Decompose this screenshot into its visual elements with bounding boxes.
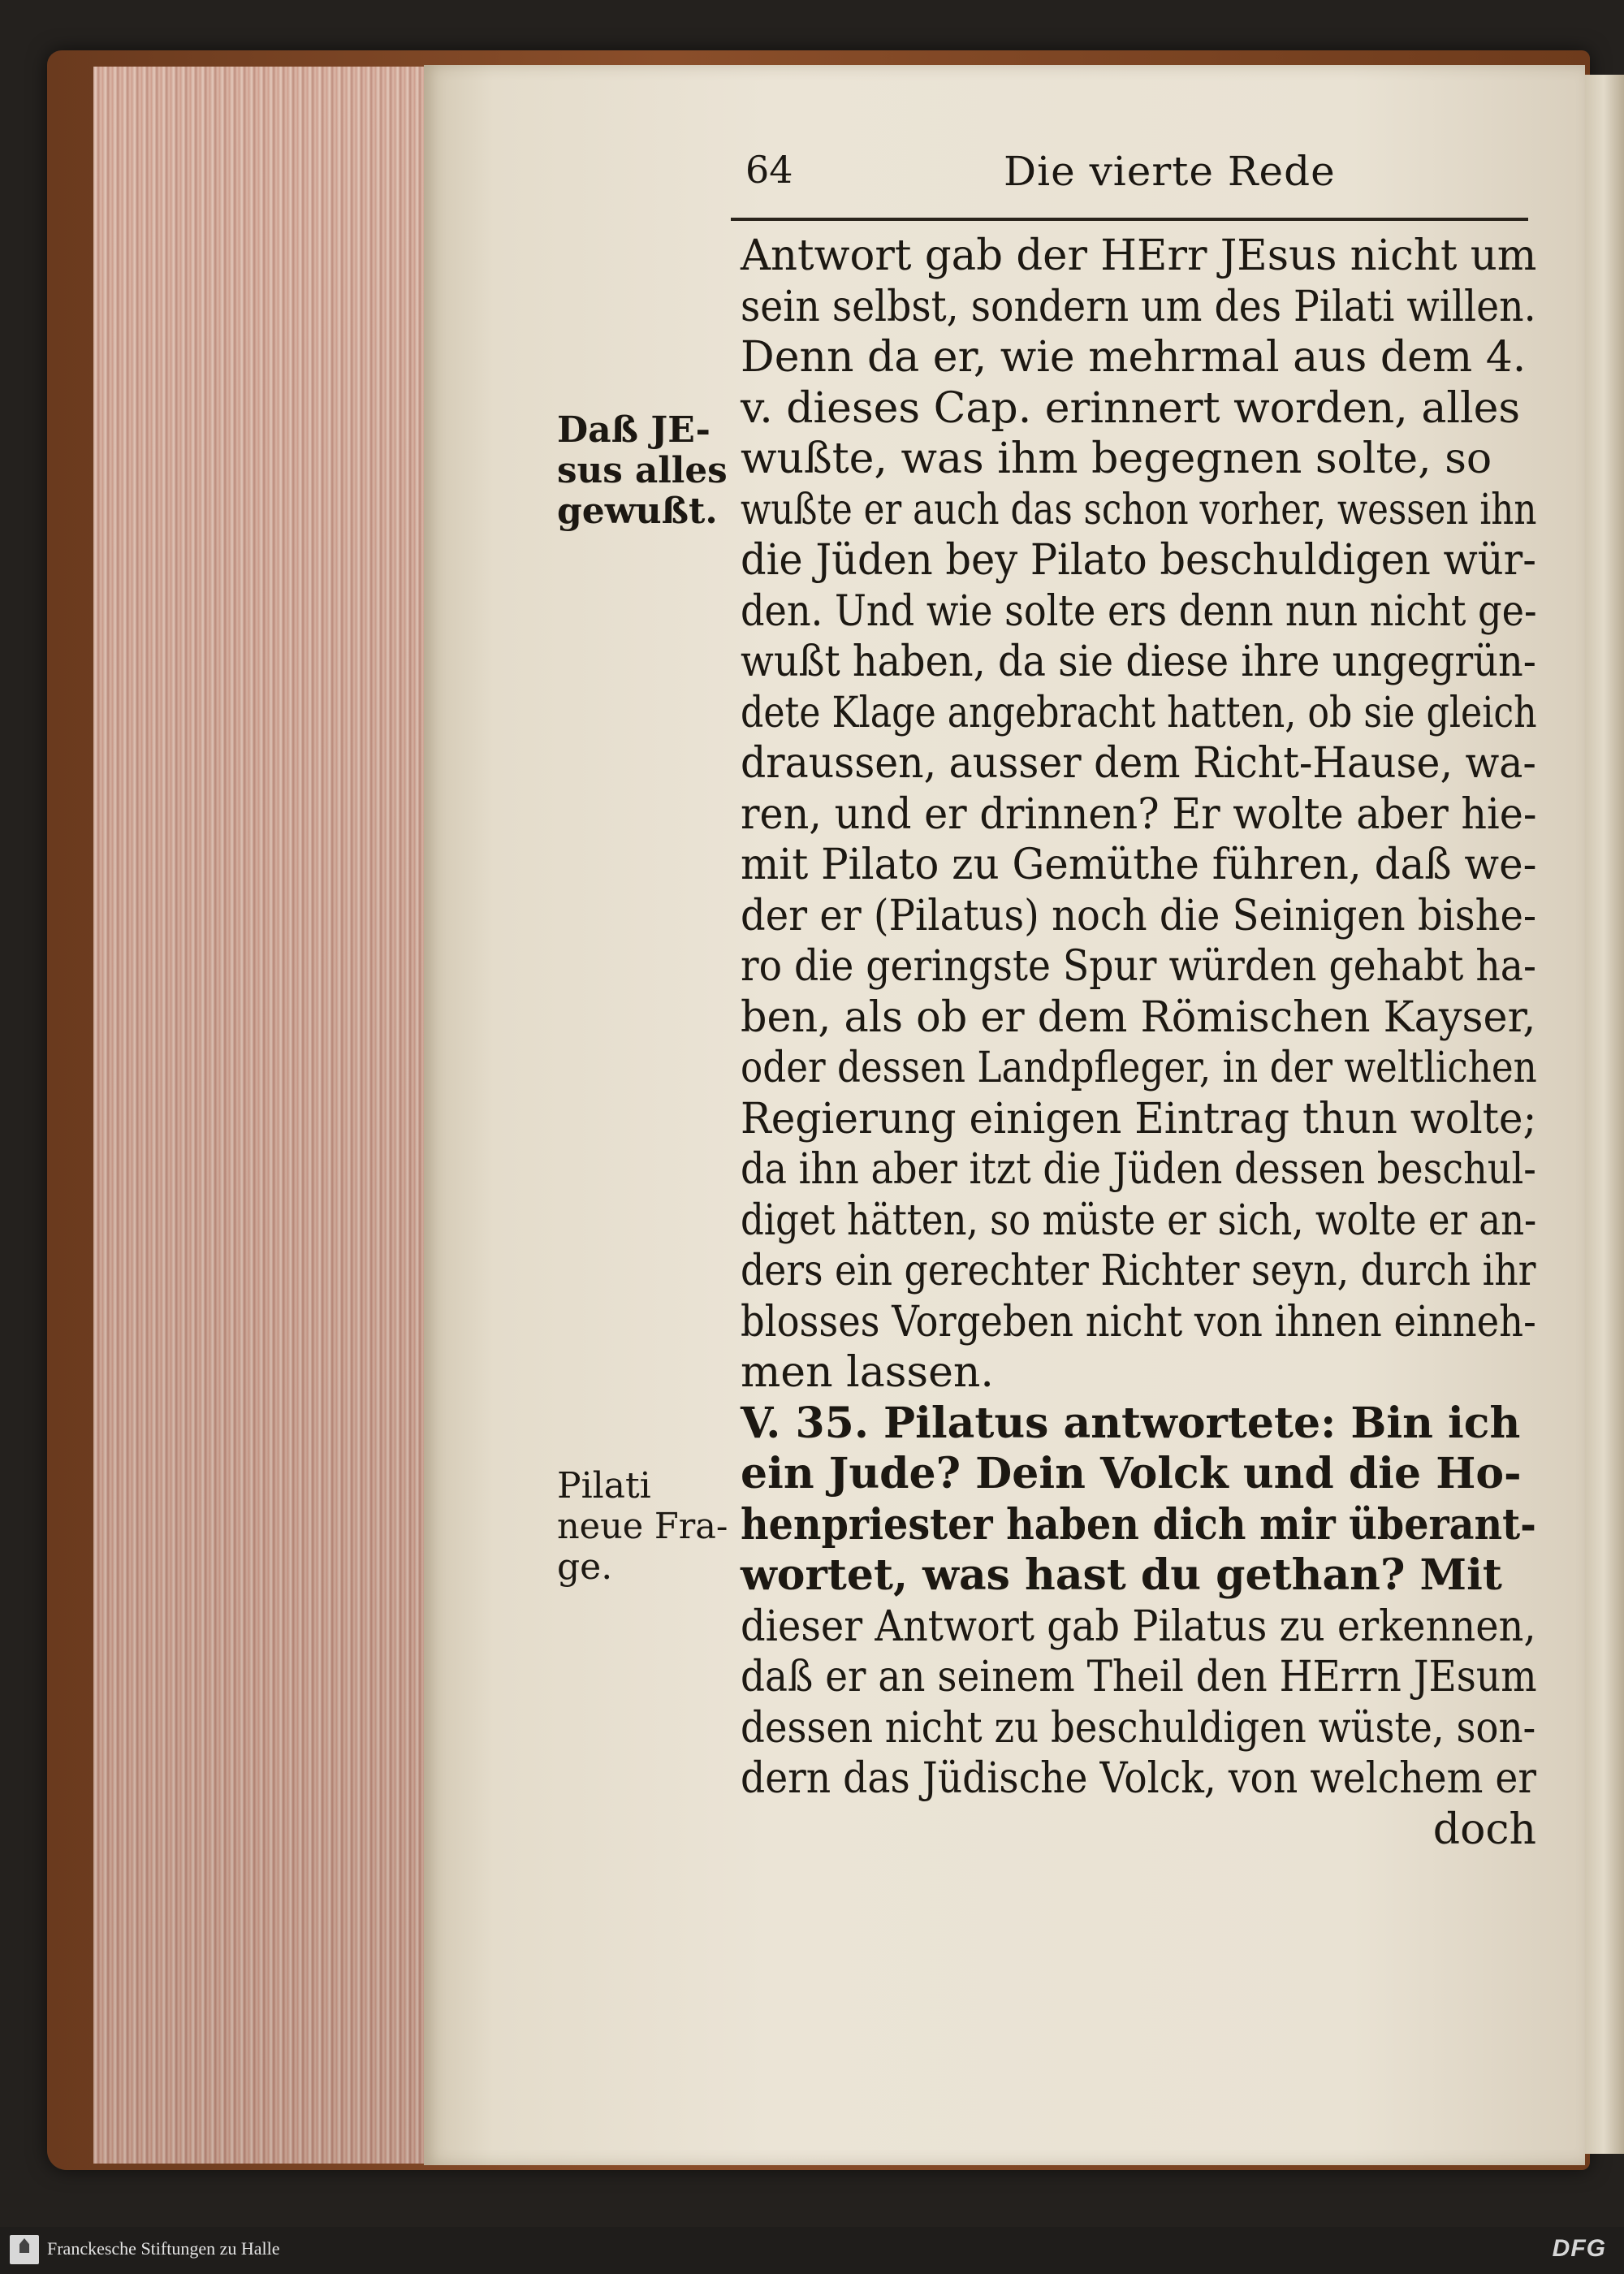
page-edges xyxy=(93,67,437,2164)
text-line: blosses Vorgeben nicht von ihnen einneh- xyxy=(741,1297,1536,1347)
margin-note-line: Pilati xyxy=(557,1465,651,1507)
verse-line: wortet, was hast du gethan? Mit xyxy=(741,1550,1502,1600)
text-line: wußte er auch das schon vorher, wessen ihn xyxy=(741,485,1537,534)
text-line: v. dieses Cap. erinnert worden, alles xyxy=(741,383,1521,433)
running-head xyxy=(745,148,1533,205)
facing-page-edge xyxy=(1583,75,1624,2154)
text-line: men lassen. xyxy=(741,1348,994,1397)
page-number: 64 xyxy=(745,148,793,192)
institution-name: Franckesche Stiftungen zu Halle xyxy=(47,2238,280,2259)
francke-foundations-logo-icon xyxy=(10,2235,39,2264)
text-line: die Jüden bey Pilato beschuldigen wür- xyxy=(741,536,1536,585)
text-line: dessen nicht zu beschuldigen wüste, son- xyxy=(741,1703,1536,1753)
text-line: den. Und wie solte ers denn nun nicht ge- xyxy=(741,586,1537,636)
text-line: wußte, was ihm begegnen solte, so xyxy=(741,434,1492,483)
catchword: doch xyxy=(1432,1805,1536,1854)
margin-note-jesus-knew xyxy=(557,410,728,532)
dfg-logo: DFG xyxy=(1552,2235,1606,2262)
verse-line: ein Jude? Dein Volck und die Ho- xyxy=(741,1449,1522,1498)
text-line: mit Pilato zu Gemüthe führen, daß we- xyxy=(741,841,1537,889)
text-line: Antwort gab der HErr JEsus nicht um xyxy=(741,231,1537,280)
text-line: diget hätten, so müste er sich, wolte er an- xyxy=(741,1195,1537,1245)
text-line: ro die geringste Spur würden gehabt ha- xyxy=(741,942,1536,991)
verse-line: henpriester haben dich mir überant- xyxy=(741,1499,1536,1550)
text-line: sein selbst, sondern um des Pilati willen. xyxy=(741,282,1536,331)
text-line: ben, als ob er dem Römischen Kayser, xyxy=(741,992,1536,1042)
margin-note-line: ge. xyxy=(557,1546,613,1588)
text-line: Denn da er, wie mehrmal aus dem 4. xyxy=(741,333,1527,382)
body-text xyxy=(741,231,1536,1855)
margin-note-line: neue Fra- xyxy=(557,1506,728,1547)
text-line: dern das Jüdische Volck, von welchem er xyxy=(741,1754,1536,1803)
text-line: Regierung einigen Eintrag thun wolte; xyxy=(741,1094,1537,1143)
margin-note-line: sus alles xyxy=(557,450,728,491)
margin-note-line: Daß JE- xyxy=(557,409,710,451)
verse-line: V. 35. Pilatus antwortete: Bin ich xyxy=(741,1398,1521,1448)
text-line: daß er an seinem Theil den HErrn JEsum xyxy=(741,1653,1537,1701)
text-line: wußt haben, da sie diese ihre ungegrün- xyxy=(741,638,1536,686)
text-line: da ihn aber itzt die Jüden dessen beschul- xyxy=(741,1145,1536,1194)
text-line: ren, und er drinnen? Er wolte aber hie- xyxy=(741,789,1537,839)
viewer-footer xyxy=(0,2227,1624,2274)
margin-note-line: gewußt. xyxy=(557,491,718,532)
text-line: dete Klage angebracht hatten, ob sie gleich xyxy=(741,688,1537,737)
running-title: Die vierte Rede xyxy=(1004,148,1336,195)
text-line: draussen, ausser dem Richt-Hause, wa- xyxy=(741,739,1536,788)
text-line: dieser Antwort gab Pilatus zu erkennen, xyxy=(741,1602,1536,1651)
text-line: der er (Pilatus) noch die Seinigen bishe- xyxy=(741,891,1537,940)
text-line: ders ein gerechter Richter seyn, durch ihr xyxy=(741,1247,1536,1295)
header-rule xyxy=(731,218,1528,221)
text-line: oder dessen Landpfleger, in der weltlichen xyxy=(741,1044,1537,1092)
margin-note-pilate-question xyxy=(557,1466,728,1588)
